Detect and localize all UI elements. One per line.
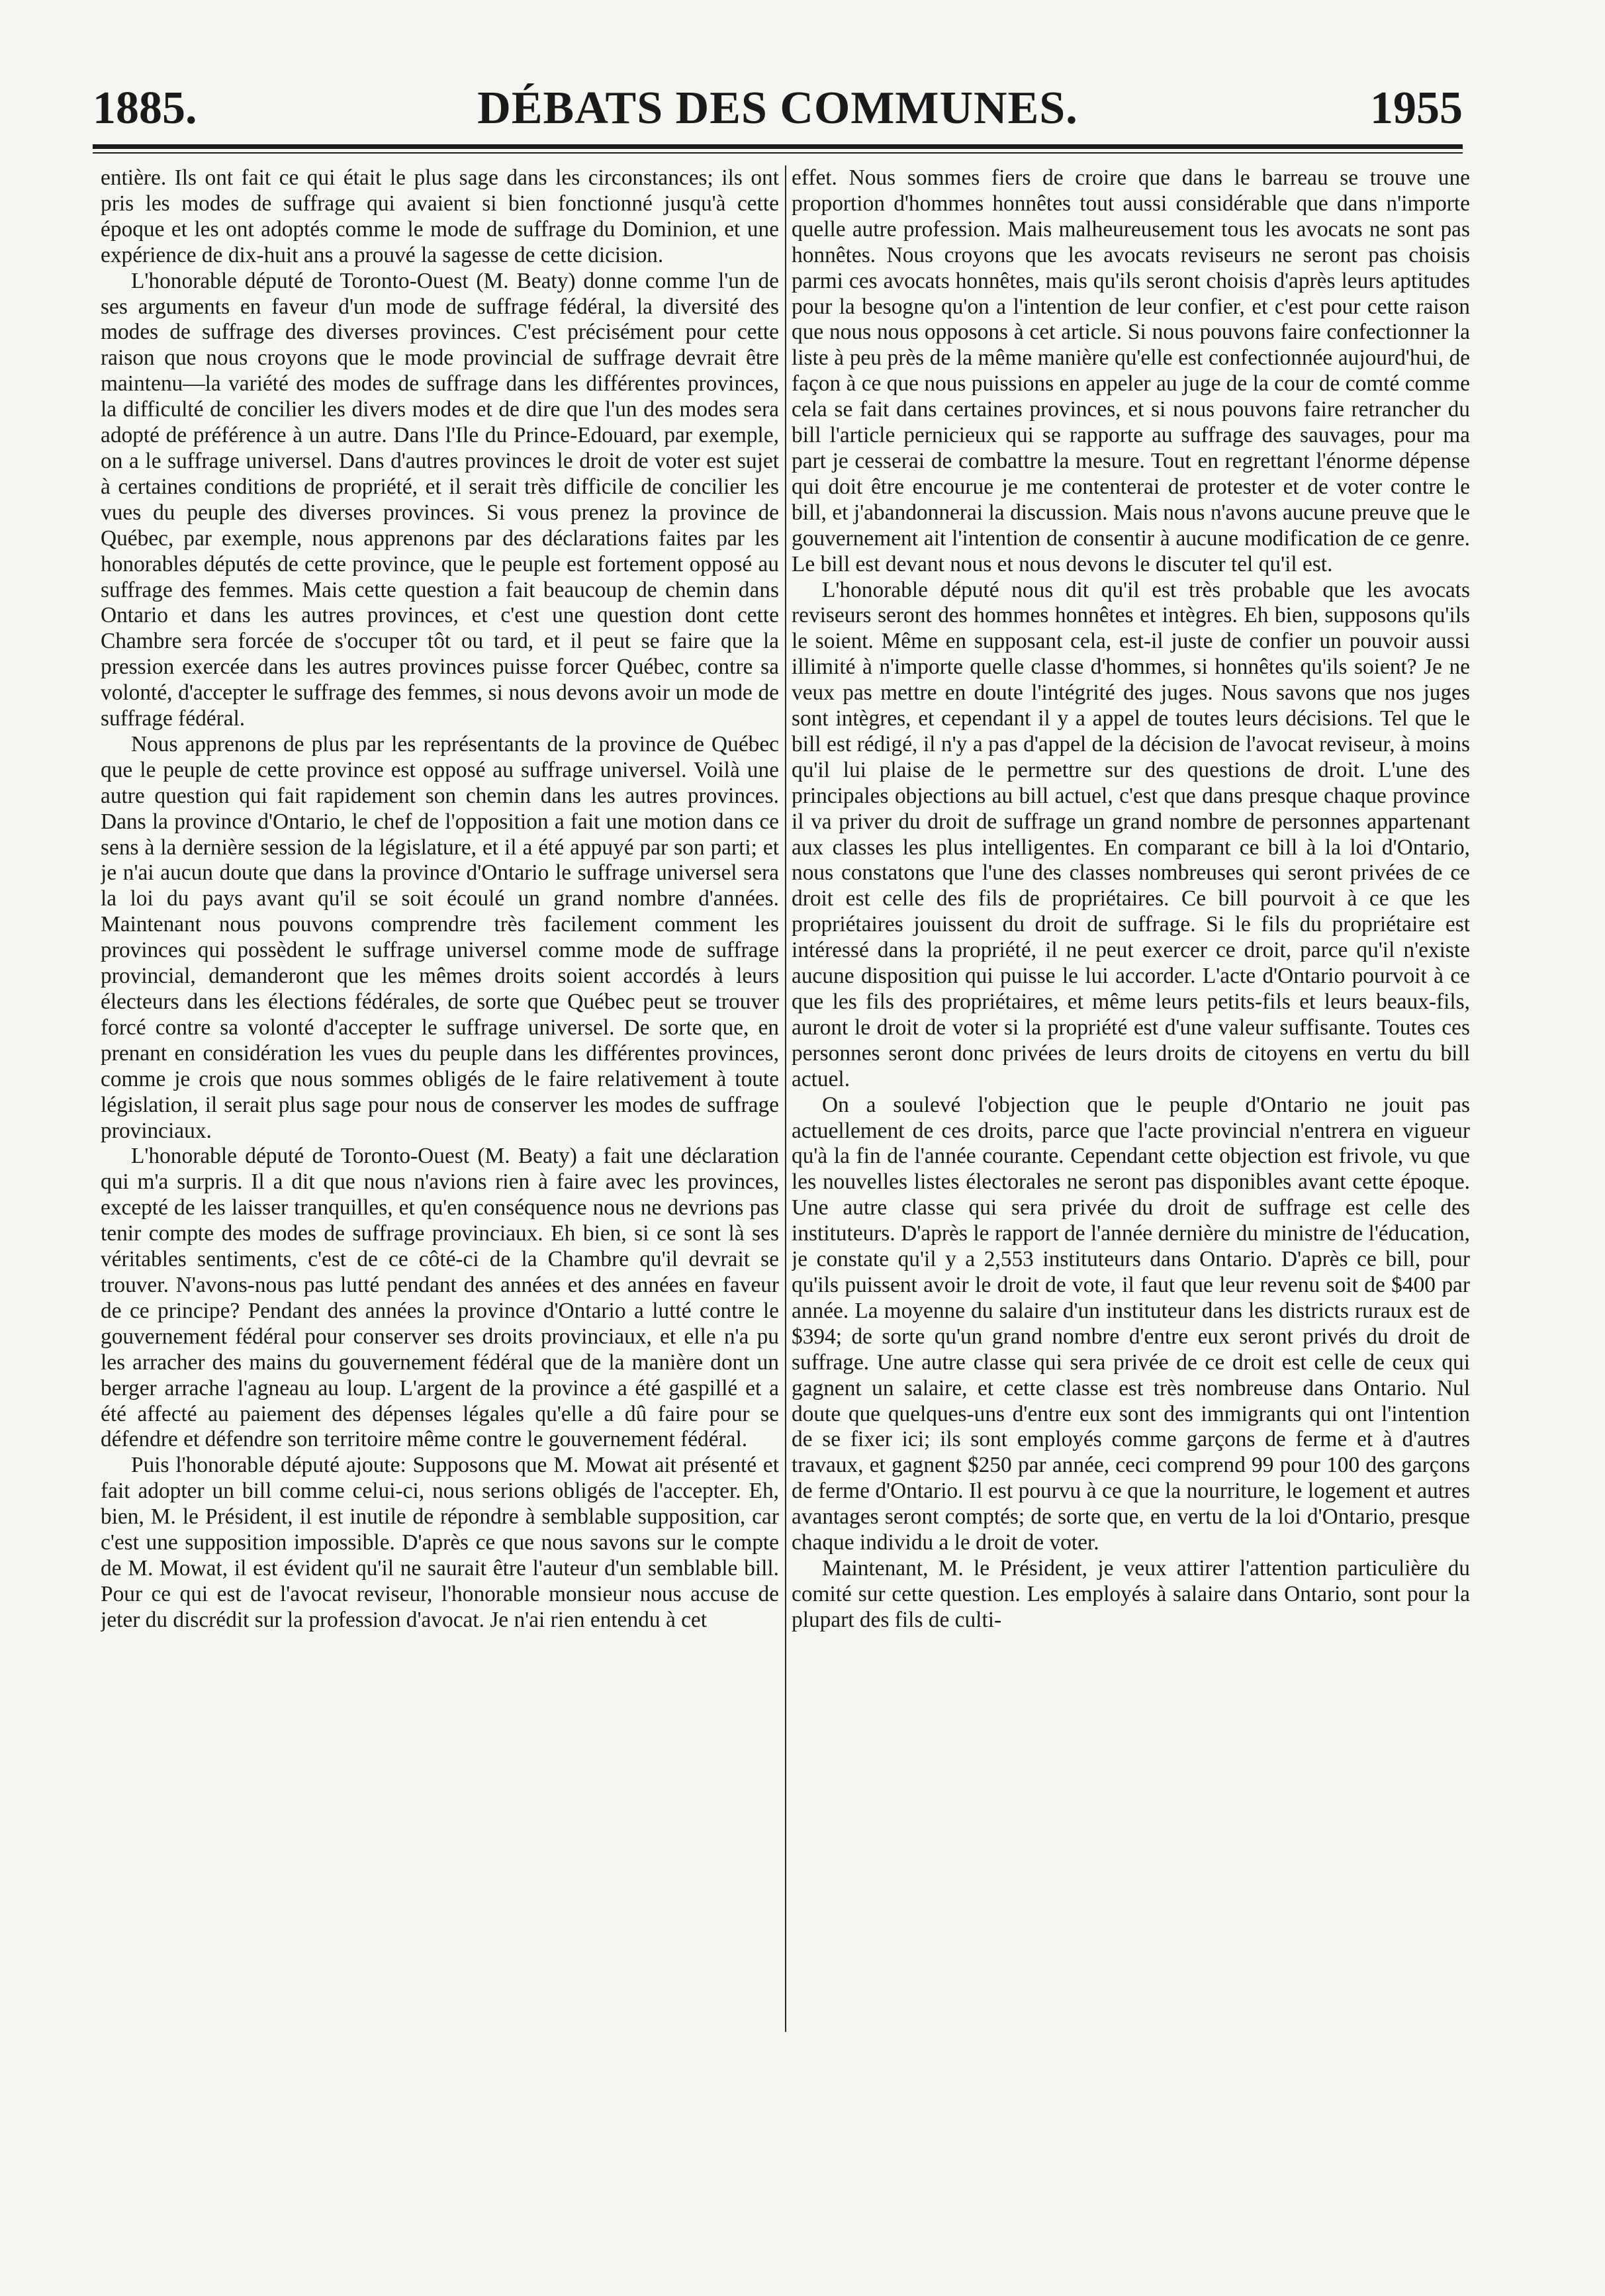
paragraph: L'honorable député de Toronto-Ouest (M. Beaty) donne comme l'un de ses arguments en faveur d'un mode de suffrage fédéral, la diversité des modes de suffrage des diverses provinces. C'est précisément pour cette raison que nous croyons que le mode provincial de suffrage devrait être maintenu—la variété des modes de suffrage dans les différentes provinces, la difficulté de concilier les divers modes et de dire que l'un des modes sera adopté de préférence à un autre. Dans l'Ile du Prince-Edouard, par exemple, on a le suffrage universel. Dans d'autres provinces le droit de voter est sujet à certaines conditions de propriété, et il serait très difficile de concilier les vues du peuple des diverses provinces. Si vous prenez la province de Québec, par exemple, nous apprenons par des déclarations faites par les honorables députés de cette province, que le peuple est fortement opposé au suffrage des femmes. Mais cette question a fait beaucoup de chemin dans Ontario et dans les autres provinces, et c'est une question dont cette Chambre sera forcée de s'occuper tôt ou tard, et il peut se faire que la pression exercée dans les autres provinces puisse forcer Québec, contre sa volonté, d'accepter le suffrage des femmes, si nous devons avoir un mode de suffrage fédéral. xyxy=(101,268,779,731)
paragraph: effet. Nous sommes fiers de croire que dans le barreau se trouve une proportion d'hommes honnêtes tout aussi considérable que dans n'importe quelle autre profession. Mais malheureusement tous les avocats ne sont pas honnêtes. Nous croyons que les avocats reviseurs ne seront pas choisis parmi ces avocats honnêtes, mais qu'ils seront choisis d'après leurs aptitudes pour la besogne qu'on a l'intention de leur confier, et c'est pour cette raison que nous nous opposons à cet article. Si nous pouvons faire confectionner la liste à peu près de la même manière qu'elle est confectionnée aujourd'hui, de façon à ce que nous puissions en appeler au juge de la cour de comté comme cela se fait dans certaines provinces, et si nous pouvons faire retrancher du bill l'article pernicieux qui se rapporte au suffrage des sauvages, pour ma part je cesserai de combattre la mesure. Tout en regrettant l'énorme dépense qui doit être encourue je me contenterai de protester et de voter contre le bill, et j'abandonnerai la discussion. Mais nous n'avons aucune preuve que le gouvernement ait l'intention de consentir à aucune modification de ce genre. Le bill est devant nous et nous devons le discuter tel qu'il est. xyxy=(792,165,1470,576)
paragraph: On a soulevé l'objection que le peuple d'Ontario ne jouit pas actuellement de ces droits, parce que l'acte provincial n'entrera en vigueur qu'à la fin de l'année courante. Cependant cette objection est frivole, vu que les nouvelles listes électorales ne seront pas disponibles avant cette époque. Une autre classe qui sera privée du droit de suffrage est celle des instituteurs. D'après le rapport de l'année dernière du ministre de l'éducation, je constate qu'il y a 2,553 instituteurs dans Ontario. D'après ce bill, pour qu'ils puissent avoir le droit de vote, il faut que leur revenu soit de $400 par année. La moyenne du salaire d'un instituteur dans les districts ruraux est de $394; de sorte qu'un grand nombre d'entre eux seront privés du droit de suffrage. Une autre classe qui sera privée de ce droit est celle de ceux qui gagnent un salaire, et cette classe est très nombreuse dans Ontario. Nul doute que quelques-uns d'entre eux sont des immigrants qui ont l'intention de se fixer ici; ils sont employés comme garçons de ferme et à d'autres travaux, et gagnent $250 par année, ceci comprend 99 pour 100 des garçons de ferme d'Ontario. Il est pourvu à ce que la nourriture, le logement et autres avantages seront comptés; de sorte que, en vertu de la loi d'Ontario, presque chaque individu a le droit de voter. xyxy=(792,1092,1470,1555)
header-rule-thin xyxy=(93,152,1463,154)
header-rule-thick xyxy=(93,144,1463,149)
page-header xyxy=(93,78,1463,139)
paragraph: entière. Ils ont fait ce qui était le plus sage dans les circonstances; ils ont pris les modes de suffrage qui avaient si bien fonctionné jusqu'à cette époque et les ont adoptés comme le mode de suffrage du Dominion, et une expérience de dix-huit ans a prouvé la sagesse de cette dicision. xyxy=(101,165,779,267)
right-column xyxy=(792,165,1470,2032)
page-number: 1955 xyxy=(1370,83,1463,134)
paragraph: Nous apprenons de plus par les représentants de la province de Québec que le peuple de cette province est opposé au suffrage universel. Voilà une autre question qui fait rapidement son chemin dans les autres provinces. Dans la province d'Ontario, le chef de l'opposition a fait une motion dans ce sens à la dernière session de la législature, et il a été appuyé par son parti; et je n'ai aucun doute que dans la province d'Ontario le suffrage universel sera la loi du pays avant qu'il se soit écoulé un grand nombre d'années. Maintenant nous pouvons comprendre très facilement comment les provinces qui possèdent le suffrage universel comme mode de suffrage provincial, demanderont que les mêmes droits soient accordés à leurs électeurs dans les élections fédérales, de sorte que Québec peut se trouver forcé contre sa volonté d'accepter le suffrage universel. De sorte que, en prenant en considération les vues du peuple dans les différentes provinces, comme je crois que nous sommes obligés de le faire relativement à toute législation, il serait plus sage pour nous de conserver les modes de suffrage provinciaux. xyxy=(101,731,779,1143)
left-column xyxy=(101,165,779,2032)
paragraph: L'honorable député de Toronto-Ouest (M. Beaty) a fait une déclaration qui m'a surpris. Il a dit que nous n'avions rien à faire avec les provinces, excepté de les laisser tranquilles, et qu'en conséquence nous ne devrions pas tenir compte des modes de suffrage provinciaux. Eh bien, si ce sont là ses véritables sentiments, c'est de ce côté-ci de la Chambre qu'il devrait se trouver. N'avons-nous pas lutté pendant des années et des années en faveur de ce principe? Pendant des années la province d'Ontario a lutté contre le gouvernement fédéral pour conserver ses droits provinciaux, et elle n'a pu les arracher des mains du gouvernement fédéral que de la manière dont un berger arrache l'agneau au loup. L'argent de la province a été gaspillé et a été affecté au paiement des dépenses légales qu'elle a dû faire pour se défendre et défendre son territoire même contre le gouvernement fédéral. xyxy=(101,1144,779,1452)
header-title: DÉBATS DES COMMUNES. xyxy=(477,83,1078,134)
header-year: 1885. xyxy=(93,83,197,134)
paragraph: Puis l'honorable député ajoute: Supposons que M. Mowat ait présenté et fait adopter un bill comme celui-ci, nous serions obligés de l'accepter. Eh, bien, M. le Président, il est inutile de répondre à semblable supposition, car c'est une supposition impossible. D'après ce que nous savons sur le compte de M. Mowat, il est évident qu'il ne saurait être l'auteur d'un semblable bill. Pour ce qui est de l'avocat reviseur, l'honorable monsieur nous accuse de jeter du discrédit sur la profession d'avocat. Je n'ai rien entendu à cet xyxy=(101,1453,779,1632)
column-divider xyxy=(785,165,786,2032)
paragraph: Maintenant, M. le Président, je veux attirer l'attention particulière du comité sur cette question. Les employés à salaire dans Ontario, sont pour la plupart des fils de culti- xyxy=(792,1555,1470,1632)
paragraph: L'honorable député nous dit qu'il est très probable que les avocats reviseurs seront des hommes honnêtes et intègres. Eh bien, supposons qu'ils le soient. Même en supposant cela, est-il juste de confier un pouvoir aussi illimité à n'importe quelle classe d'hommes, si honnêtes qu'ils soient? Je ne veux pas mettre en doute l'intégrité des juges. Nous savons que nos juges sont intègres, et cependant il y a appel de toutes leurs décisions. Tel que le bill est rédigé, il n'y a pas d'appel de la décision de l'avocat reviseur, à moins qu'il lui plaise de le permettre sur des questions de droit. L'une des principales objections au bill actuel, c'est que dans presque chaque province il va priver du droit de suffrage un grand nombre de personnes appartenant aux classes les plus intelligentes. En comparant ce bill à la loi d'Ontario, nous constatons que l'une des classes nombreuses qui seront privées de ce droit est celle des fils de propriétaires. Ce bill pourvoit à ce que les propriétaires jouissent du droit de suffrage. Si le fils du propriétaire est intéressé dans la propriété, il ne peut exercer ce droit, parce qu'il n'existe aucune disposition qui puisse le lui accorder. L'acte d'Ontario pourvoit à ce que les fils des propriétaires, et même leurs petits-fils et leurs beaux-fils, auront le droit de voter si la propriété est d'une valeur suffisante. Toutes ces personnes seront donc privées de leurs droits de citoyens en vertu du bill actuel. xyxy=(792,577,1470,1091)
